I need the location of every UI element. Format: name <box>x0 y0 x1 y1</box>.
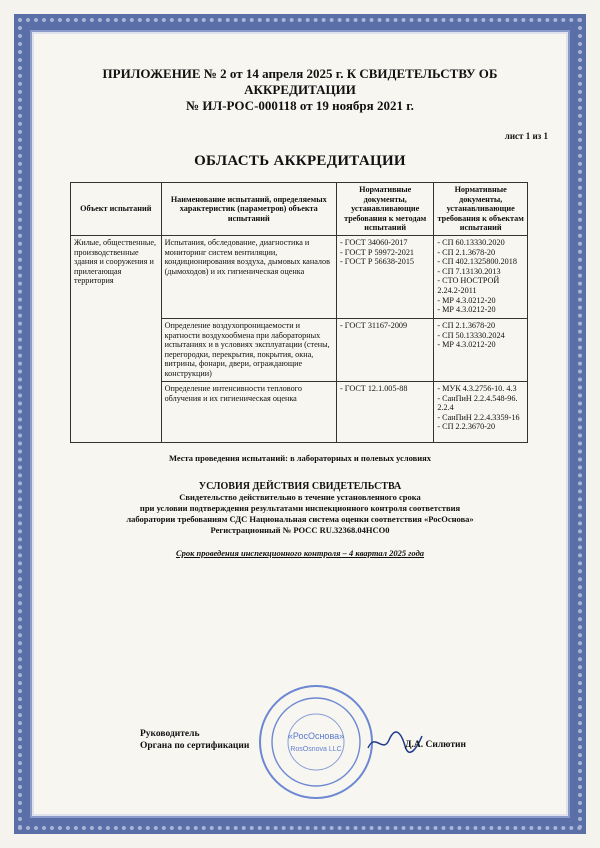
conditions-title: УСЛОВИЯ ДЕЙСТВИЯ СВИДЕТЕЛЬСТВА <box>198 481 402 492</box>
test-name-cell: Определение воздухопроницаемости и кратности воздухообмена при лабораторных испытаниях и в условиях эксплуатации (стены, перегородки, перекрытия, покрытия, окна, витрины, фонари, двери, ограждающие конструкции) <box>161 319 336 382</box>
test-name-cell: Определение интенсивности теплового облучения и их гигиеническая оценка <box>161 382 336 443</box>
column-header: Нормативные документы, устанавливающие требования к объектам испытаний <box>434 183 528 236</box>
column-header: Наименование испытаний, определяемых характеристик (параметров) объекта испытаний <box>161 183 336 236</box>
svg-text:«РосОснова»: «РосОснова» <box>287 731 345 741</box>
conditions-line: Свидетельство действительно в течение установленного срока <box>179 492 421 502</box>
object-docs-cell: - МУК 4.3.2756-10. 4.3 - СанПиН 2.2.4.548-96. 2.2.4 - СанПиН 2.2.4.3359-16 - СП 2.2.3670-20 <box>434 382 528 443</box>
method-docs-cell: - ГОСТ 34060-2017 - ГОСТ Р 59972-2021 - ГОСТ Р 56638-2015 <box>337 236 434 319</box>
accreditation-scope-table <box>70 182 528 443</box>
sheet-number: лист 1 из 1 <box>504 131 548 141</box>
conditions-line: лаборатории требованиям СДС Национальная система оценки соответствия «РосОснова» <box>126 514 474 524</box>
method-docs-cell: - ГОСТ 12.1.005-88 <box>337 382 434 443</box>
column-header: Объект испытаний <box>71 183 162 236</box>
method-docs-cell: - ГОСТ 31167-2009 <box>337 319 434 382</box>
conditions-line: при условии подтверждения результатами инспекционного контроля соответствия <box>139 503 461 513</box>
column-header: Нормативные документы, устанавливающие требования к методам испытаний <box>337 183 434 236</box>
object-docs-cell: - СП 60.13330.2020 - СП 2.1.3678-20 - СП 402.1325800.2018 - СП 7.13130.2013 - СТО НОСТРОЙ 2.24.2-2011 - МР 4.3.0212-20 - МР 4.3.0212-20 <box>434 236 528 319</box>
document-title: ОБЛАСТЬ АККРЕДИТАЦИИ <box>194 153 406 169</box>
object-docs-cell: - СП 2.1.3678-20 - СП 50.13330.2024 - МР 4.3.0212-20 <box>434 319 528 382</box>
signatory-name: Д.А. Силютин <box>405 740 466 750</box>
annex-heading-line1: ПРИЛОЖЕНИЕ № 2 от 14 апреля 2025 г. К СВИДЕТЕЛЬСТВУ ОБ АККРЕДИТАЦИИ <box>102 66 498 97</box>
seal-stamp <box>256 682 376 802</box>
annex-heading-line2: № ИЛ-РОС-000118 от 19 ноября 2021 г. <box>186 98 414 113</box>
signature-block <box>140 728 249 752</box>
test-locations: Места проведения испытаний: в лабораторных и полевых условиях <box>168 453 432 463</box>
conditions-line: Регистрационный № РОСС RU.32368.04НСО0 <box>210 525 390 535</box>
table-header-row <box>71 183 528 236</box>
svg-text:RosOsnova LLC: RosOsnova LLC <box>290 746 342 753</box>
signatory-role-line2: Органа по сертификации <box>140 741 250 751</box>
inspection-deadline: Срок проведения инспекционного контроля – 4 квартал 2025 года <box>175 548 425 558</box>
table-row <box>71 236 528 319</box>
document-body <box>48 66 552 558</box>
test-name-cell: Испытания, обследование, диагностика и мониторинг систем вентиляции, кондиционирования воздуха, дымовых каналов (дымоходов) и их гигиеническая оценка <box>161 236 336 319</box>
test-object-cell: Жилые, общественные, производственные здания и сооружения и прилегающая территория <box>71 236 162 443</box>
signatory-role-line1: Руководитель <box>140 729 200 739</box>
